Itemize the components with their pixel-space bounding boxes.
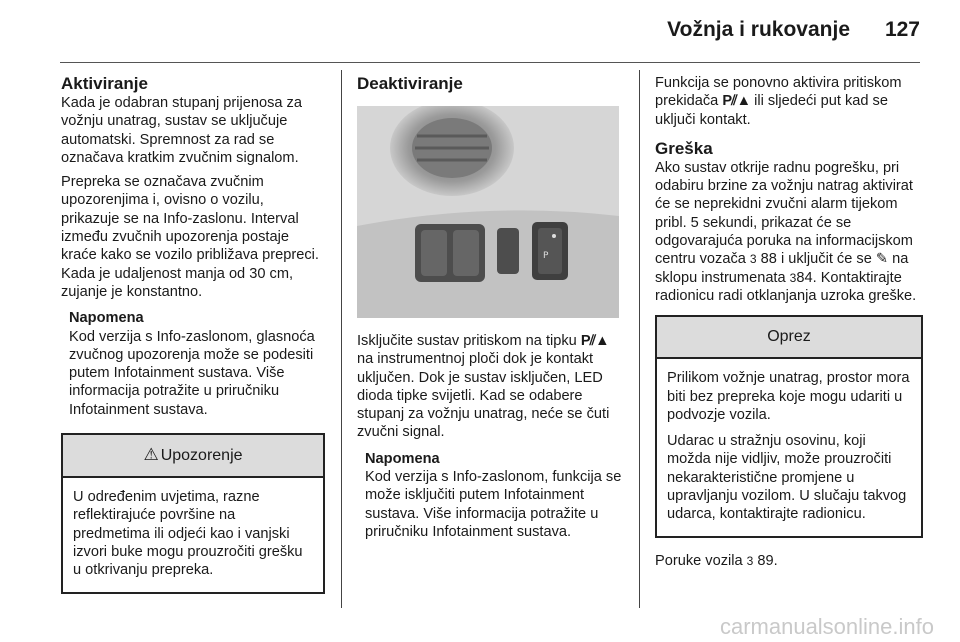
park-pilot-button-icon: P⫽▲	[722, 93, 751, 110]
deactivation-text-a: Isključite sustav pritiskom na tipku	[357, 333, 577, 349]
caution-text-1: Prilikom vožnje unatrag, prostor mora biti bez prepreka koje mogu udariti u podvozje vozila.	[667, 370, 910, 423]
paragraph-reactivation	[655, 74, 923, 129]
column-activation	[61, 74, 325, 594]
fault-text-b: i uključit će se	[780, 251, 872, 268]
heading-fault: Greška	[655, 138, 713, 158]
caution-header: Oprez	[657, 317, 921, 359]
page-ref-arrow-icon: 3	[789, 270, 797, 285]
page-header	[0, 0, 960, 62]
fault-text-c: na sklopu instrumenata	[655, 251, 909, 286]
reactivation-text-a: Funkcija se ponovno aktivira pritiskom prekidača	[655, 75, 902, 110]
park-pilot-button-icon: P⫽▲	[580, 333, 609, 349]
fault-text-a: Ako sustav otkrije radnu pogrešku, pri odabiru brzine za vožnju natrag aktivirat će se neprekidni zvučni alarm tijekom pribl. 5 sekundi, prikazat će se odgovarajuća poruka na informacijskom centru vozača	[655, 159, 913, 268]
page-number: 127	[884, 18, 920, 41]
paragraph-deactivation	[357, 332, 625, 442]
caution-box	[655, 315, 923, 537]
warning-triangle-icon: ⚠	[143, 445, 159, 465]
vehicle-messages-period: .	[773, 552, 778, 569]
column-deactivation	[357, 74, 625, 541]
column-divider-2	[639, 70, 640, 608]
caution-text-2: Udarac u stražnju osovinu, koji možda nije vidljiv, može prouzročiti nekarakteristične promjene u upravljanju vozilom. U slučaju takvog udarca, kontaktirajte radionicu.	[667, 433, 907, 523]
vehicle-messages-text: Poruke vozila	[655, 552, 743, 569]
deactivation-text-b: na instrumentnoj ploči dok je kontakt uključen. Dok je sustav isključen, LED dioda tipke svijetli. Kad se odabere stupanj za vožnju unatrag, neće se čuti zvučni signal.	[357, 351, 610, 441]
heading-activation: Aktiviranje	[61, 74, 148, 93]
warning-header	[63, 435, 323, 478]
warning-text: U određenim uvjetima, razne reflektirajuće površine na predmetima ili odjeći kao i vanjski izvori buke mogu prouzročiti grešku u otkrivanju prepreka.	[73, 489, 303, 579]
column-divider-1	[341, 70, 342, 608]
page-ref-88[interactable]: 88	[760, 251, 777, 268]
page-ref-arrow-icon: 3	[746, 553, 754, 568]
page-ref-arrow-icon: 3	[749, 252, 757, 267]
paragraph-fault	[655, 159, 923, 305]
note-block-2	[357, 450, 625, 541]
warning-box	[61, 433, 325, 593]
note-text-2: Kod verzija s Info-zaslonom, funkcija se može isključiti putem Infotainment sustava. Više informacija potražite u priručniku Infotainment sustava.	[365, 469, 622, 540]
reactivation-text-b: ili sljedeći put kad se uključi kontakt.	[655, 93, 888, 128]
warning-title: Upozorenje	[160, 447, 243, 465]
svg-text:P: P	[543, 251, 549, 261]
note-title: Napomena	[69, 310, 144, 327]
page-ref-84[interactable]: 84	[796, 269, 813, 286]
paragraph-activation-2: Prepreka se označava zvučnim upozorenjima i, ovisno o vozilu, prikazuje se na Info-zaslonu. Interval između zvučnih upozorenja postaje kraće kako se vozilo približava prepreci. Kada je udaljenost manja od 30 cm, zujanje je konstantno.	[61, 174, 319, 300]
warning-body	[63, 478, 323, 591]
header-divider	[60, 62, 920, 63]
note-title-2: Napomena	[365, 450, 440, 467]
heading-deactivation: Deaktiviranje	[357, 74, 463, 93]
watermark: carmanualsonline.info	[719, 614, 934, 639]
section-title: Vožnja i rukovanje	[667, 18, 850, 41]
column-fault	[655, 74, 923, 576]
note-text: Kod verzija s Info-zaslonom, glasnoća zvučnog upozorenja može se podesiti putem Infotainment sustava. Više informacija potražite u priručniku Infotainment sustava.	[69, 328, 315, 418]
dashboard-switch-illustration	[357, 106, 619, 318]
note-block	[61, 309, 325, 419]
caution-body	[657, 359, 921, 535]
dashboard-photo	[357, 106, 619, 318]
wrench-icon: ✎	[875, 251, 889, 268]
paragraph-activation-1: Kada je odabran stupanj prijenosa za vožnju unatrag, sustav se uključuje automatski. Spremnost za rad se označava kratkim zvučnim signalom.	[61, 95, 302, 166]
fault-text-d: . Kontaktirajte radionicu radi otklanjanja uzroka greške.	[655, 269, 917, 304]
page-ref-89[interactable]: 89	[757, 552, 774, 569]
paragraph-vehicle-messages	[655, 552, 923, 570]
